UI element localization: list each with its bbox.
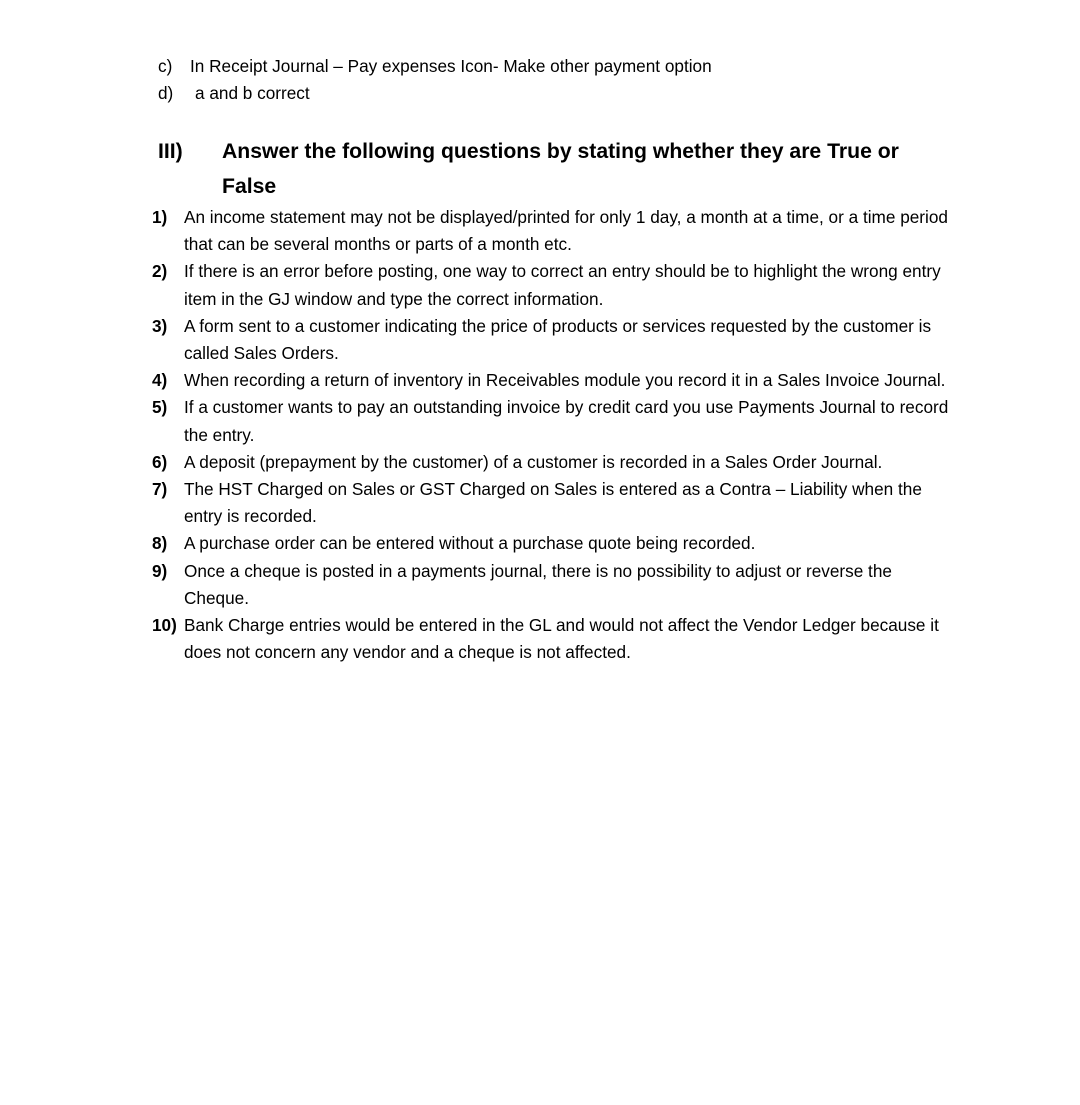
question-text: If there is an error before posting, one way to correct an entry should be to highlight the wrong entry item in the GJ window and type the correct information. xyxy=(184,261,941,309)
question-item xyxy=(152,367,962,394)
option-text: a and b correct xyxy=(195,83,310,103)
option-letter: d) xyxy=(158,83,174,103)
question-text: A purchase order can be entered without a purchase quote being recorded. xyxy=(184,533,756,554)
section-number: III) xyxy=(158,140,183,163)
question-item xyxy=(152,449,962,476)
option-text: In Receipt Journal – Pay expenses Icon- Make other payment option xyxy=(190,56,712,76)
question-text: A deposit (prepayment by the customer) of a customer is recorded in a Sales Order Journal. xyxy=(184,451,883,472)
question-text: The HST Charged on Sales or GST Charged on Sales is entered as a Contra – Liability when the entry is recorded. xyxy=(184,479,922,527)
question-item xyxy=(152,612,962,666)
question-text: A form sent to a customer indicating the price of products or services requested by the customer is called Sales Orders. xyxy=(184,315,932,364)
question-item xyxy=(152,558,962,612)
question-number: 1) xyxy=(152,207,168,227)
option-letter: c) xyxy=(158,56,173,76)
section-heading xyxy=(158,134,958,204)
question-text: If a customer wants to pay an outstanding invoice by credit card you use Payments Journal to record the entry. xyxy=(184,397,949,445)
question-item xyxy=(152,258,962,312)
question-item xyxy=(152,313,962,367)
question-item xyxy=(152,394,962,448)
question-text: Bank Charge entries would be entered in the GL and would not affect the Vendor Ledger because it does not concern any vendor and a cheque is not affected. xyxy=(184,615,939,663)
question-text: When recording a return of inventory in Receivables module you record it in a Sales Invoice Journal. xyxy=(184,370,946,391)
question-number: 4) xyxy=(152,370,168,391)
question-item xyxy=(152,530,962,557)
question-text: Once a cheque is posted in a payments journal, there is no possibility to adjust or reverse the Cheque. xyxy=(184,560,892,608)
question-number: 9) xyxy=(152,560,168,581)
option-c xyxy=(158,53,958,80)
question-text: An income statement may not be displayed/printed for only 1 day, a month at a time, or a time period that can be several months or parts of a month etc. xyxy=(184,207,948,255)
option-d xyxy=(158,80,958,107)
answer-options xyxy=(158,53,958,107)
question-number: 7) xyxy=(152,479,168,500)
question-list xyxy=(152,204,962,666)
question-item xyxy=(152,476,962,530)
question-item xyxy=(152,204,962,258)
question-number: 3) xyxy=(152,315,168,336)
section-title: Answer the following questions by stating whether they are True or False xyxy=(222,140,899,198)
question-number: 5) xyxy=(152,397,168,418)
question-number: 10) xyxy=(152,615,177,636)
question-number: 2) xyxy=(152,261,168,282)
question-number: 6) xyxy=(152,451,168,472)
question-number: 8) xyxy=(152,533,168,554)
